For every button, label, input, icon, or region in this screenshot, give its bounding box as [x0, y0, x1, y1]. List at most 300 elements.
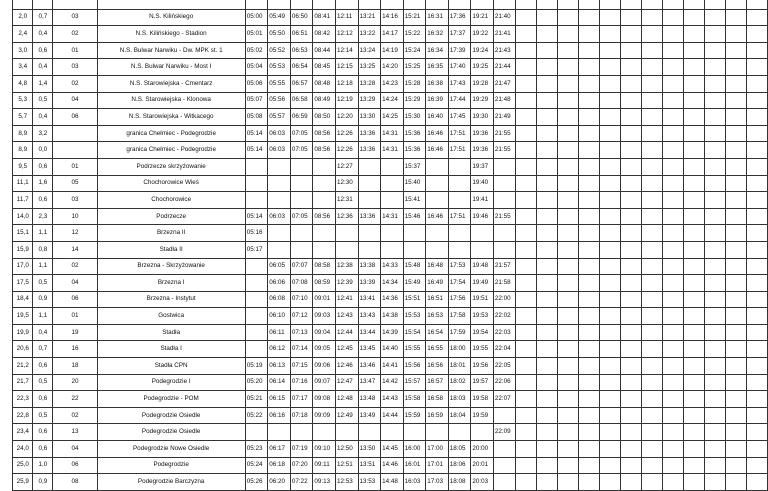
empty-cell — [684, 341, 705, 358]
departure-time-cell: 08:41 — [313, 9, 336, 26]
empty-cell — [516, 358, 537, 375]
departure-time-cell: 18:05 — [448, 441, 471, 458]
empty-cell — [537, 208, 558, 225]
empty-cell — [537, 192, 558, 209]
empty-cell — [746, 158, 767, 175]
empty-cell — [642, 59, 663, 76]
empty-cell — [558, 441, 579, 458]
empty-cell — [579, 208, 600, 225]
departure-time-cell — [493, 175, 516, 192]
distance-cell: 1,1 — [33, 258, 53, 275]
departure-time-cell: 16:46 — [426, 142, 449, 159]
departure-time-cell: 21:55 — [493, 208, 516, 225]
empty-cell — [746, 374, 767, 391]
departure-time-cell — [381, 424, 404, 441]
empty-cell — [684, 225, 705, 242]
empty-cell — [621, 308, 642, 325]
empty-cell — [705, 142, 726, 159]
empty-cell — [663, 241, 684, 258]
distance-cell: 0,5 — [33, 92, 53, 109]
departure-time-cell: 15:28 — [403, 75, 426, 92]
departure-time-cell — [268, 241, 291, 258]
departure-time-cell — [268, 192, 291, 209]
distance-cell: 0,6 — [33, 391, 53, 408]
empty-cell — [516, 308, 537, 325]
departure-time-cell — [493, 158, 516, 175]
departure-time-cell: 07:20 — [290, 457, 313, 474]
stop-number-cell: 16 — [53, 341, 97, 358]
empty-cell — [684, 441, 705, 458]
departure-time-cell — [313, 192, 336, 209]
empty-cell — [663, 474, 684, 491]
empty-cell — [746, 26, 767, 43]
departure-time-cell: 15:53 — [403, 308, 426, 325]
departure-time-cell: 16:57 — [426, 374, 449, 391]
distance-cell: 0,4 — [33, 59, 53, 76]
table-row — [13, 391, 768, 408]
departure-time-cell: 17:58 — [448, 308, 471, 325]
empty-cell — [516, 225, 537, 242]
departure-time-cell: 19:21 — [471, 9, 494, 26]
empty-cell — [663, 258, 684, 275]
km-cell: 11,1 — [13, 175, 33, 192]
empty-cell — [600, 308, 621, 325]
departure-time-cell: 08:59 — [313, 275, 336, 292]
empty-cell — [663, 125, 684, 142]
empty-cell — [663, 42, 684, 59]
empty-cell — [663, 92, 684, 109]
stop-number-cell: 01 — [53, 308, 97, 325]
empty-cell — [663, 291, 684, 308]
empty-cell — [516, 291, 537, 308]
departure-time-cell: 16:34 — [426, 42, 449, 59]
empty-cell — [600, 158, 621, 175]
table-row — [13, 374, 768, 391]
departure-time-cell: 15:22 — [403, 26, 426, 43]
departure-time-cell: 15:51 — [403, 291, 426, 308]
stop-name-cell: Stadła — [97, 324, 245, 341]
departure-time-cell: 05:14 — [245, 142, 268, 159]
departure-time-cell: 16:01 — [403, 457, 426, 474]
km-cell: 25,0 — [13, 457, 33, 474]
departure-time-cell: 05:20 — [245, 374, 268, 391]
empty-cell — [684, 391, 705, 408]
empty-cell — [642, 26, 663, 43]
departure-time-cell: 13:22 — [358, 26, 381, 43]
table-row — [13, 158, 768, 175]
empty-cell — [684, 26, 705, 43]
departure-time-cell: 14:31 — [381, 142, 404, 159]
distance-cell: 1,1 — [33, 308, 53, 325]
table-row — [13, 42, 768, 59]
departure-time-cell: 19:51 — [471, 291, 494, 308]
departure-time-cell: 16:48 — [426, 258, 449, 275]
empty-cell — [705, 208, 726, 225]
empty-cell — [600, 225, 621, 242]
departure-time-cell: 17:56 — [448, 291, 471, 308]
departure-time-cell — [313, 241, 336, 258]
empty-cell — [600, 26, 621, 43]
empty-cell — [663, 341, 684, 358]
empty-cell — [600, 358, 621, 375]
empty-cell — [684, 59, 705, 76]
departure-time-cell — [493, 0, 516, 9]
stop-name-cell: Podegrodzie I — [97, 374, 245, 391]
departure-time-cell: 08:48 — [313, 75, 336, 92]
table-row — [13, 225, 768, 242]
departure-time-cell: 19:57 — [471, 374, 494, 391]
departure-time-cell: 14:40 — [381, 341, 404, 358]
empty-cell — [558, 407, 579, 424]
departure-time-cell — [426, 0, 449, 9]
departure-time-cell: 06:20 — [268, 474, 291, 491]
empty-cell — [705, 0, 726, 9]
empty-cell — [537, 109, 558, 126]
empty-cell — [746, 92, 767, 109]
empty-cell — [621, 258, 642, 275]
empty-cell — [663, 225, 684, 242]
empty-cell — [516, 0, 537, 9]
empty-cell — [621, 42, 642, 59]
empty-cell — [558, 175, 579, 192]
departure-time-cell — [471, 241, 494, 258]
empty-cell — [516, 9, 537, 26]
departure-time-cell: 17:37 — [448, 26, 471, 43]
empty-cell — [726, 324, 747, 341]
empty-cell — [537, 158, 558, 175]
departure-time-cell: 17:53 — [448, 258, 471, 275]
empty-cell — [516, 175, 537, 192]
empty-cell — [726, 457, 747, 474]
empty-cell — [684, 9, 705, 26]
empty-cell — [537, 92, 558, 109]
empty-cell — [746, 407, 767, 424]
empty-cell — [663, 142, 684, 159]
departure-time-cell: 09:07 — [313, 374, 336, 391]
departure-time-cell: 06:54 — [290, 59, 313, 76]
departure-time-cell: 22:00 — [493, 291, 516, 308]
departure-time-cell: 06:12 — [268, 341, 291, 358]
empty-cell — [516, 92, 537, 109]
empty-cell — [600, 0, 621, 9]
empty-cell — [600, 391, 621, 408]
empty-cell — [705, 225, 726, 242]
stop-name-cell: Stadła II — [97, 241, 245, 258]
table-row — [13, 192, 768, 209]
empty-cell — [726, 241, 747, 258]
stop-name-cell: N.S. Starowiejska - Cmentarz — [97, 75, 245, 92]
departure-time-cell: 19:59 — [471, 407, 494, 424]
departure-time-cell: 16:38 — [426, 75, 449, 92]
empty-cell — [705, 9, 726, 26]
empty-cell — [642, 275, 663, 292]
empty-cell — [726, 208, 747, 225]
departure-time-cell — [313, 225, 336, 242]
departure-time-cell: 12:41 — [335, 291, 358, 308]
table-row — [13, 26, 768, 43]
departure-time-cell: 07:08 — [290, 275, 313, 292]
empty-cell — [516, 407, 537, 424]
stop-name-cell: Chochorowice — [97, 192, 245, 209]
empty-cell — [621, 241, 642, 258]
departure-time-cell: 12:20 — [335, 109, 358, 126]
departure-time-cell: 15:36 — [403, 125, 426, 142]
empty-cell — [516, 275, 537, 292]
departure-time-cell — [403, 0, 426, 9]
departure-time-cell: 14:39 — [381, 324, 404, 341]
departure-time-cell: 15:29 — [403, 92, 426, 109]
empty-cell — [621, 291, 642, 308]
km-cell: 17,5 — [13, 275, 33, 292]
departure-time-cell — [290, 424, 313, 441]
km-cell: 22,3 — [13, 391, 33, 408]
stop-number-cell: 10 — [53, 208, 97, 225]
empty-cell — [642, 374, 663, 391]
empty-cell — [705, 341, 726, 358]
empty-cell — [600, 374, 621, 391]
distance-cell: 0,8 — [33, 241, 53, 258]
empty-cell — [579, 42, 600, 59]
departure-time-cell: 15:41 — [403, 192, 426, 209]
departure-time-cell: 15:54 — [403, 324, 426, 341]
empty-cell — [600, 175, 621, 192]
stop-name-cell: Podegrodzie Barczyzna — [97, 474, 245, 491]
departure-time-cell: 12:31 — [335, 192, 358, 209]
distance-cell: 0,9 — [33, 291, 53, 308]
departure-time-cell: 17:03 — [426, 474, 449, 491]
departure-time-cell: 07:15 — [290, 358, 313, 375]
empty-cell — [579, 92, 600, 109]
departure-time-cell — [358, 241, 381, 258]
departure-time-cell: 19:58 — [471, 391, 494, 408]
km-cell: 22,8 — [13, 407, 33, 424]
empty-cell — [621, 374, 642, 391]
distance-cell: 0,5 — [33, 407, 53, 424]
empty-cell — [642, 474, 663, 491]
empty-cell — [726, 474, 747, 491]
empty-cell — [516, 241, 537, 258]
departure-time-cell: 16:49 — [426, 275, 449, 292]
empty-cell — [726, 192, 747, 209]
empty-cell — [663, 358, 684, 375]
empty-cell — [726, 125, 747, 142]
departure-time-cell: 16:54 — [426, 324, 449, 341]
empty-cell — [684, 258, 705, 275]
departure-time-cell: 05:06 — [245, 75, 268, 92]
empty-cell — [705, 241, 726, 258]
empty-cell — [684, 308, 705, 325]
empty-cell — [516, 391, 537, 408]
empty-cell — [621, 92, 642, 109]
empty-cell — [621, 142, 642, 159]
empty-cell — [684, 208, 705, 225]
departure-time-cell: 08:42 — [313, 26, 336, 43]
table-row — [13, 441, 768, 458]
departure-time-cell: 06:58 — [290, 92, 313, 109]
km-cell: 2,4 — [13, 26, 33, 43]
empty-cell — [684, 457, 705, 474]
empty-cell — [579, 241, 600, 258]
empty-cell — [516, 158, 537, 175]
departure-time-cell: 12:44 — [335, 324, 358, 341]
departure-time-cell: 21:57 — [493, 258, 516, 275]
departure-time-cell: 08:45 — [313, 59, 336, 76]
empty-cell — [579, 125, 600, 142]
departure-time-cell: 12:36 — [335, 208, 358, 225]
stop-name-cell: Podegrodzie — [97, 457, 245, 474]
empty-cell — [726, 26, 747, 43]
distance-cell: 0,6 — [33, 42, 53, 59]
empty-cell — [642, 225, 663, 242]
empty-cell — [516, 374, 537, 391]
distance-cell: 3,2 — [33, 125, 53, 142]
empty-cell — [558, 391, 579, 408]
departure-time-cell: 06:59 — [290, 109, 313, 126]
departure-time-cell: 15:36 — [403, 142, 426, 159]
departure-time-cell: 17:36 — [448, 9, 471, 26]
departure-time-cell: 13:36 — [358, 125, 381, 142]
empty-cell — [746, 291, 767, 308]
empty-cell — [642, 9, 663, 26]
km-cell: 3,4 — [13, 59, 33, 76]
empty-cell — [537, 142, 558, 159]
empty-cell — [516, 474, 537, 491]
stop-name-cell: Chochorowice Wieś — [97, 175, 245, 192]
empty-cell — [516, 109, 537, 126]
empty-cell — [642, 192, 663, 209]
empty-cell — [705, 192, 726, 209]
stop-number-cell: 02 — [53, 26, 97, 43]
km-cell: 8,9 — [13, 125, 33, 142]
empty-cell — [579, 59, 600, 76]
departure-time-cell: 13:39 — [358, 275, 381, 292]
empty-cell — [663, 407, 684, 424]
departure-time-cell — [426, 241, 449, 258]
empty-cell — [621, 158, 642, 175]
departure-time-cell: 07:19 — [290, 441, 313, 458]
empty-cell — [579, 9, 600, 26]
departure-time-cell — [381, 225, 404, 242]
empty-cell — [746, 175, 767, 192]
departure-time-cell: 05:26 — [245, 474, 268, 491]
empty-cell — [558, 324, 579, 341]
empty-cell — [746, 0, 767, 9]
empty-cell — [705, 258, 726, 275]
departure-time-cell — [245, 424, 268, 441]
timetable — [12, 0, 768, 491]
departure-time-cell: 15:37 — [403, 158, 426, 175]
empty-cell — [579, 175, 600, 192]
distance-cell — [33, 0, 53, 9]
departure-time-cell — [313, 0, 336, 9]
departure-time-cell: 13:46 — [358, 358, 381, 375]
empty-cell — [537, 374, 558, 391]
stop-number-cell: 02 — [53, 258, 97, 275]
empty-cell — [516, 457, 537, 474]
departure-time-cell — [268, 0, 291, 9]
departure-time-cell — [448, 424, 471, 441]
stop-number-cell: 03 — [53, 59, 97, 76]
departure-time-cell: 16:58 — [426, 391, 449, 408]
departure-time-cell — [290, 0, 313, 9]
stop-name-cell: Stadła I — [97, 341, 245, 358]
departure-time-cell — [245, 175, 268, 192]
empty-cell — [684, 275, 705, 292]
empty-cell — [726, 59, 747, 76]
departure-time-cell: 12:18 — [335, 75, 358, 92]
departure-time-cell: 07:05 — [290, 125, 313, 142]
table-row — [13, 92, 768, 109]
departure-time-cell: 13:36 — [358, 208, 381, 225]
distance-cell: 0,0 — [33, 142, 53, 159]
empty-cell — [579, 225, 600, 242]
empty-cell — [705, 125, 726, 142]
departure-time-cell: 08:50 — [313, 109, 336, 126]
empty-cell — [746, 324, 767, 341]
departure-time-cell: 22:07 — [493, 391, 516, 408]
distance-cell: 2,3 — [33, 208, 53, 225]
departure-time-cell: 18:02 — [448, 374, 471, 391]
empty-cell — [642, 291, 663, 308]
stop-number-cell — [53, 142, 97, 159]
stop-number-cell: 20 — [53, 374, 97, 391]
empty-cell — [663, 192, 684, 209]
km-cell: 15,1 — [13, 225, 33, 242]
empty-cell — [642, 142, 663, 159]
departure-time-cell: 19:53 — [471, 308, 494, 325]
stop-number-cell: 02 — [53, 75, 97, 92]
empty-cell — [726, 441, 747, 458]
empty-cell — [537, 407, 558, 424]
empty-cell — [684, 75, 705, 92]
empty-cell — [537, 474, 558, 491]
stop-number-cell: 02 — [53, 407, 97, 424]
table-row — [13, 241, 768, 258]
empty-cell — [746, 275, 767, 292]
departure-time-cell: 15:24 — [403, 42, 426, 59]
empty-cell — [705, 42, 726, 59]
empty-cell — [621, 125, 642, 142]
departure-time-cell: 21:47 — [493, 75, 516, 92]
empty-cell — [516, 75, 537, 92]
departure-time-cell: 12:26 — [335, 125, 358, 142]
departure-time-cell: 13:21 — [358, 9, 381, 26]
departure-time-cell: 07:13 — [290, 324, 313, 341]
departure-time-cell: 17:40 — [448, 59, 471, 76]
empty-cell — [642, 308, 663, 325]
stop-number-cell: 06 — [53, 109, 97, 126]
empty-cell — [600, 241, 621, 258]
departure-time-cell: 16:56 — [426, 358, 449, 375]
departure-time-cell: 14:17 — [381, 26, 404, 43]
empty-cell — [558, 109, 579, 126]
departure-time-cell: 14:38 — [381, 308, 404, 325]
km-cell: 15,9 — [13, 241, 33, 258]
table-row — [13, 324, 768, 341]
empty-cell — [600, 291, 621, 308]
departure-time-cell: 17:00 — [426, 441, 449, 458]
departure-time-cell — [381, 0, 404, 9]
empty-cell — [684, 142, 705, 159]
departure-time-cell: 14:34 — [381, 275, 404, 292]
departure-time-cell: 19:25 — [471, 59, 494, 76]
departure-time-cell: 08:56 — [313, 208, 336, 225]
km-cell — [13, 0, 33, 9]
empty-cell — [705, 59, 726, 76]
empty-cell — [684, 175, 705, 192]
departure-time-cell: 16:03 — [403, 474, 426, 491]
departure-time-cell: 12:47 — [335, 374, 358, 391]
